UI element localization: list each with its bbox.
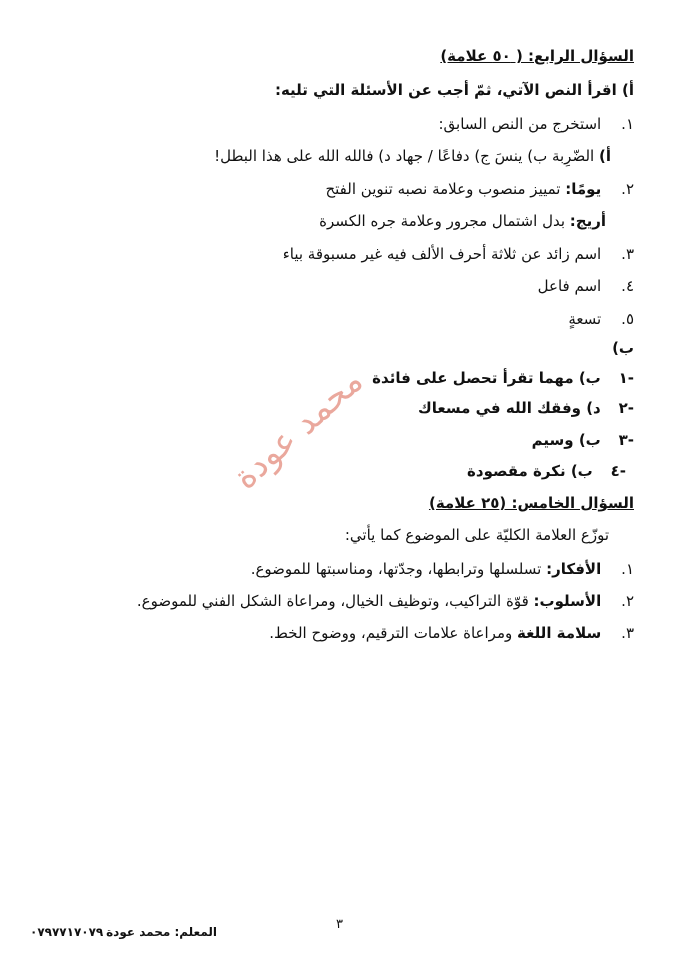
q4-part-b-heading: ب): [612, 339, 634, 357]
page-number: ٣: [336, 917, 343, 932]
answer-number: -٤: [610, 462, 626, 480]
q4-item-3: [283, 244, 634, 264]
item-number: ١.: [621, 115, 634, 133]
footer-phone: ٠٧٩٧٧١٧٠٧٩: [30, 925, 104, 939]
item-text: تسعةٍ: [568, 310, 602, 328]
item-text: تمييز منصوب وعلامة نصبه تنوين الفتح: [325, 180, 566, 198]
answer-text: د) وفقك الله في مسعاك: [418, 399, 601, 417]
criterion-number: ١.: [621, 560, 634, 578]
criterion-text: قوّة التراكيب، وتوظيف الخيال، ومراعاة الشكل الفني للموضوع.: [136, 592, 534, 610]
criterion-text: تسلسلها وترابطها، وجدّتها، ومناسبتها للموضوع.: [250, 560, 547, 578]
item-text: استخرج من النص السابق:: [438, 115, 602, 133]
answer-text: ب) وسيم: [531, 431, 601, 449]
item-label: أريج:: [569, 212, 606, 230]
watermark-signature: محمد عودة: [225, 360, 371, 498]
criterion-text: ومراعاة علامات الترقيم، ووضوح الخط.: [269, 624, 517, 642]
item-number: ٢.: [621, 180, 634, 198]
item-number: أ): [599, 147, 611, 165]
answer-number: -١: [618, 369, 634, 387]
criterion-number: ٣.: [621, 624, 634, 642]
q4-item-4: [538, 276, 634, 296]
answer-number: -٣: [618, 431, 634, 449]
q5-criterion-2: [137, 591, 634, 611]
q5-criterion-3: [269, 623, 634, 643]
item-number: ٤.: [621, 277, 634, 295]
q4-answer-4: [467, 461, 626, 481]
item-text: اسم فاعل: [537, 277, 602, 295]
q5-intro: توزّع العلامة الكليّة على الموضوع كما يأتي:: [344, 526, 609, 544]
q5-title: السؤال الخامس: (٢٥ علامة): [428, 494, 634, 512]
q4-answer-3: [532, 430, 634, 450]
answer-number: -٢: [618, 399, 634, 417]
q4-title: السؤال الرابع: ( ٥٠ علامة): [440, 47, 634, 65]
item-number: ٣.: [621, 245, 634, 263]
q4-item-1-answers: [214, 146, 611, 166]
criterion-number: ٢.: [621, 592, 634, 610]
criterion-label: الأسلوب:: [533, 592, 602, 610]
q4-item-2: [325, 179, 634, 199]
footer-teacher: المعلم: محمد عودة: [106, 925, 217, 939]
item-text: اسم زائد عن ثلاثة أحرف الألف فيه غير مسبوقة بياء: [282, 245, 602, 263]
q4-item-5: [568, 309, 634, 329]
item-label: يومًا:: [565, 180, 602, 198]
answer-text: ب) مهما تقرأ تحصل على فائدة: [372, 369, 601, 387]
criterion-label: الأفكار:: [546, 560, 602, 578]
q4-part-a-heading: أ) اقرأ النص الآتي، ثمّ أجب عن الأسئلة التي تليه:: [274, 81, 634, 99]
item-number: ٥.: [621, 310, 634, 328]
q4-item-2-b: [319, 211, 606, 231]
q4-answer-2: [418, 398, 634, 418]
criterion-label: سلامة اللغة: [517, 624, 602, 642]
q4-answer-1: [372, 368, 634, 388]
answer-text: ب) نكرة مقصودة: [467, 462, 593, 480]
item-text: بدل اشتمال مجرور وعلامة جره الكسرة: [319, 212, 570, 230]
q4-item-1: [438, 114, 634, 134]
item-text: الضّرِبة ب) ينسَ ج) دفاعًا / جهاد د) فالله الله على هذا البطل!: [214, 147, 595, 165]
